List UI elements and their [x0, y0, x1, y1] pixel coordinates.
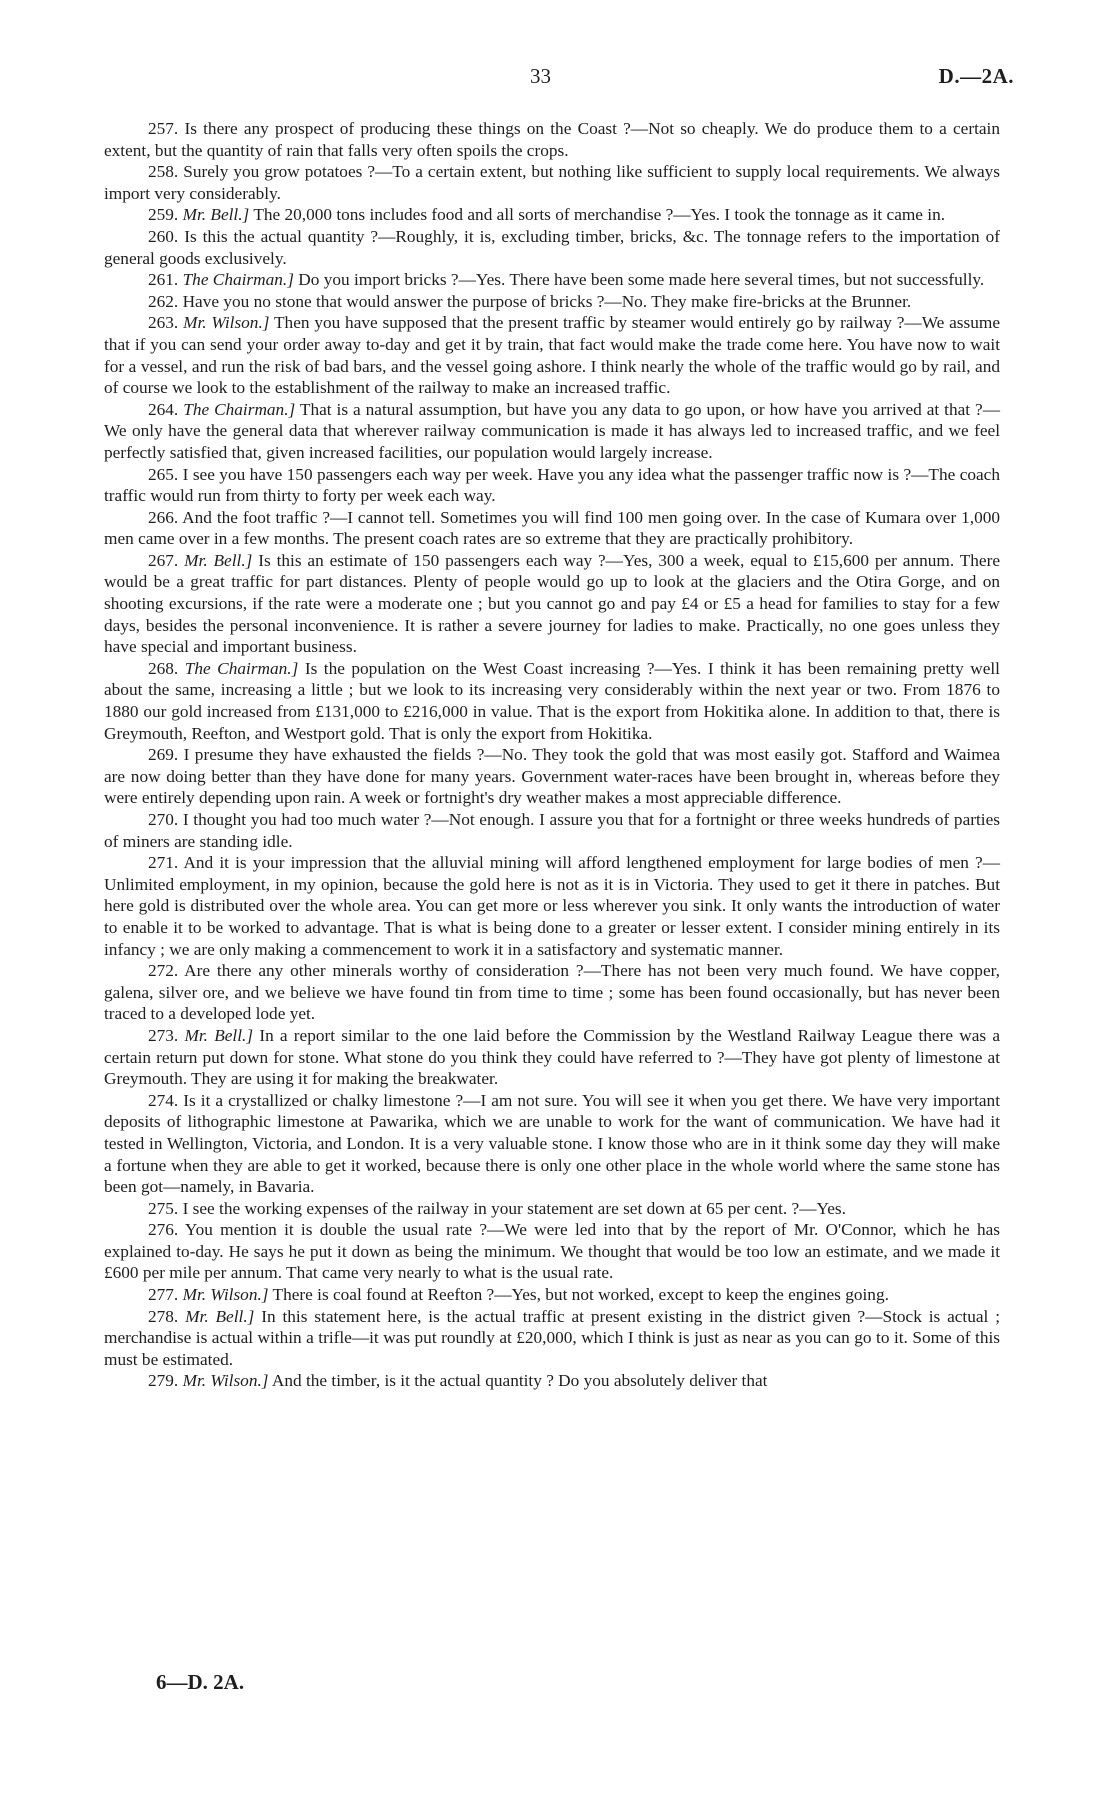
- question-number: 259.: [148, 205, 183, 225]
- page-header: [0, 64, 1114, 94]
- page-number: 33: [530, 64, 551, 88]
- question-paragraph: [104, 226, 1000, 269]
- question-number: 273.: [148, 1025, 185, 1045]
- paragraph-text: 262. Have you no stone that would answer the purpose of bricks ?—No. They make fire-bricks at the Brunner.: [148, 291, 912, 311]
- speaker-name: Mr. Wilson.]: [182, 1285, 269, 1305]
- speaker-name: The Chairman.]: [183, 399, 296, 419]
- question-paragraph: [104, 1219, 1000, 1284]
- question-number: 277.: [148, 1285, 183, 1305]
- paragraph-text: And the timber, is it the actual quantity ? Do you absolutely deliver that: [271, 1371, 768, 1391]
- speaker-name: Mr. Bell.]: [182, 205, 250, 225]
- question-paragraph: [104, 118, 1000, 161]
- paragraph-text: 258. Surely you grow potatoes ?—To a certain extent, but nothing like sufficient to supply local requirements. We always import very considerably.: [104, 162, 1000, 203]
- paragraph-text: 276. You mention it is double the usual rate ?—We were led into that by the report of Mr. O'Connor, which he has explained to-day. He says he put it down as being the minimum. We thought that would be too low an estimate, and we made it £600 per mile per annum. That came very nearly to what is the usual rate.: [104, 1220, 1000, 1283]
- question-paragraph: [104, 269, 1000, 291]
- body-text: [104, 118, 1000, 1392]
- question-paragraph: [104, 312, 1000, 398]
- speaker-name: Mr. Bell.]: [184, 1025, 254, 1045]
- paragraph-text: 265. I see you have 150 passengers each way per week. Have you any idea what the passenger traffic now is ?—The coach traffic would run from thirty to forty per week each way.: [104, 464, 1000, 506]
- paragraph-text: Is the population on the West Coast increasing ?—Yes. I think it has been remaining pretty well about the same, increasing a little ; but we look to its increasing very considerably within the next year or two. From 1876 to 1880 our gold increased from £131,000 to £216,000 in value. That is the export from Hokitika alone. In addition to that, there is Greymouth, Reefton, and Westport gold. That is only the export from Hokitika.: [104, 658, 1000, 743]
- question-paragraph: [104, 399, 1000, 464]
- paragraph-text: Do you import bricks ?—Yes. There have been some made here several times, but not successfully.: [298, 270, 985, 290]
- paragraph-text: Is this an estimate of 150 passengers each way ?—Yes, 300 a week, equal to £15,600 per annum. There would be a great traffic for part distances. Plenty of people would go up to look at the glaciers and the Otira Gorge, and on shooting excursions, if the rate were a moderate one ; but you cannot go and pay £4 or £5 a head for families to stay for a few days, besides the personal inconvenience. It is rather a severe journey for ladies to make. Practically, no one goes unless they have special and important business.: [104, 550, 1000, 657]
- paragraph-text: There is coal found at Reefton ?—Yes, but not worked, except to keep the engines going.: [272, 1285, 889, 1305]
- question-paragraph: [104, 204, 1000, 226]
- question-paragraph: [104, 161, 1000, 204]
- paragraph-text: 275. I see the working expenses of the railway in your statement are set down at 65 per cent. ?—Yes.: [148, 1198, 846, 1218]
- question-number: 267.: [148, 550, 185, 570]
- speaker-name: Mr. Wilson.]: [182, 1371, 269, 1391]
- printer-signature: 6—D. 2A.: [156, 1670, 245, 1694]
- paragraph-text: In this statement here, is the actual traffic at present existing in the district given ?—Stock is actual ; merchandise is actual within a trifle—it was put roundly at £20,000, which I think is just as near as you can go to it. Some of this must be estimated.: [104, 1306, 1000, 1369]
- paragraph-text: 274. Is it a crystallized or chalky limestone ?—I am not sure. You will see it when you get there. We have very important deposits of lithographic limestone at Pawarika, which we are unable to work for the want of communication. We have had it tested in Wellington, Victoria, and London. It is a very valuable stone. I know those who are in it think some day they will make a fortune when they are able to get it worked, because there is only one other place in the whole world where the same stone has been got—namely, in Bavaria.: [104, 1090, 1000, 1197]
- speaker-name: Mr. Bell.]: [185, 1306, 255, 1326]
- paragraph-text: 272. Are there any other minerals worthy of consideration ?—There has not been very much found. We have copper, galena, silver ore, and we believe we have found tin from time to time ; some has been found occasionally, but has never been traced to a developed lode yet.: [104, 961, 1000, 1024]
- question-paragraph: [104, 464, 1000, 507]
- paragraph-text: 257. Is there any prospect of producing these things on the Coast ?—Not so cheaply. We do produce them to a certain extent, but the quantity of rain that falls very often spoils the crops.: [104, 119, 1000, 160]
- paragraph-text: 260. Is this the actual quantity ?—Roughly, it is, excluding timber, bricks, &c. The tonnage refers to the importation of general goods exclusively.: [104, 226, 1000, 268]
- question-paragraph: [104, 1370, 1000, 1392]
- paragraph-text: Then you have supposed that the present traffic by steamer would entirely go by railway ?—We assume that if you can send your order away to-day and get it by train, that fact would make the trade come here. You have now to wait for a vessel, and run the risk of bad bars, and the vessel going ashore. I think nearly the whole of the traffic would go by rail, and of course we look to the establishment of the railway to make an increased traffic.: [104, 313, 1000, 398]
- question-number: 263.: [148, 313, 184, 333]
- paragraph-text: That is a natural assumption, but have you any data to go upon, or how have you arrived at that ?—We only have the general data that wherever railway communication is made it has always led to increased traffic, and we feel perfectly satisfied that, given increased facilities, our population would largely increase.: [104, 399, 1001, 462]
- question-number: 261.: [148, 270, 183, 290]
- question-paragraph: [104, 1284, 1000, 1306]
- question-paragraph: [104, 1090, 1000, 1198]
- paragraph-text: 270. I thought you had too much water ?—Not enough. I assure you that for a fortnight or three weeks hundreds of parties of miners are standing idle.: [104, 810, 1000, 851]
- question-number: 268.: [148, 658, 185, 678]
- paragraph-text: The 20,000 tons includes food and all sorts of merchandise ?—Yes. I took the tonnage as it came in.: [253, 205, 946, 225]
- speaker-name: The Chairman.]: [182, 270, 294, 290]
- question-paragraph: [104, 1025, 1000, 1090]
- question-paragraph: [104, 1198, 1000, 1220]
- paragraph-text: 269. I presume they have exhausted the fields ?—No. They took the gold that was most easily got. Stafford and Waimea are now doing better than they have done for many years. Government water-races have been brought in, whereas before they were entirely depending upon rain. A week or fortnight's dry weather makes a most appreciable difference.: [104, 745, 1000, 808]
- paragraph-text: In a report similar to the one laid before the Commission by the Westland Railway League there was a certain return put down for stone. What stone do you think they could have referred to ?—They have got plenty of limestone at Greymouth. They are using it for making the breakwater.: [104, 1025, 1000, 1089]
- question-paragraph: [104, 852, 1000, 960]
- speaker-name: Mr. Bell.]: [184, 550, 253, 570]
- question-paragraph: [104, 809, 1000, 852]
- speaker-name: Mr. Wilson.]: [183, 313, 270, 333]
- paragraph-text: 271. And it is your impression that the alluvial mining will afford lengthened employment for large bodies of men ?—Unlimited employment, in my opinion, because the gold here is not as it is in Victoria. They used to get it there in patches. But here gold is distributed over the whole area. You can get more or less wherever you sink. It only wants the introduction of water to enable it to be worked to advantage. That is what is being done to a greater or lesser extent. I consider mining entirely in its infancy ; we are only making a commencement to work it in a satisfactory and systematic manner.: [104, 853, 1000, 959]
- question-paragraph: [104, 960, 1000, 1025]
- speaker-name: The Chairman.]: [184, 658, 299, 678]
- paragraph-text: 266. And the foot traffic ?—I cannot tell. Sometimes you will find 100 men going over. In the case of Kumara over 1,000 men came over in a few months. The present coach rates are so extreme that they are practically prohibitory.: [104, 507, 1000, 549]
- document-reference: D.—2A.: [938, 64, 1014, 88]
- question-paragraph: [104, 291, 1000, 313]
- question-paragraph: [104, 658, 1000, 744]
- question-number: 278.: [148, 1306, 186, 1326]
- question-number: 264.: [148, 399, 184, 419]
- question-paragraph: [104, 744, 1000, 809]
- question-paragraph: [104, 550, 1000, 658]
- question-paragraph: [104, 1306, 1000, 1371]
- question-number: 279.: [148, 1371, 183, 1391]
- question-paragraph: [104, 507, 1000, 550]
